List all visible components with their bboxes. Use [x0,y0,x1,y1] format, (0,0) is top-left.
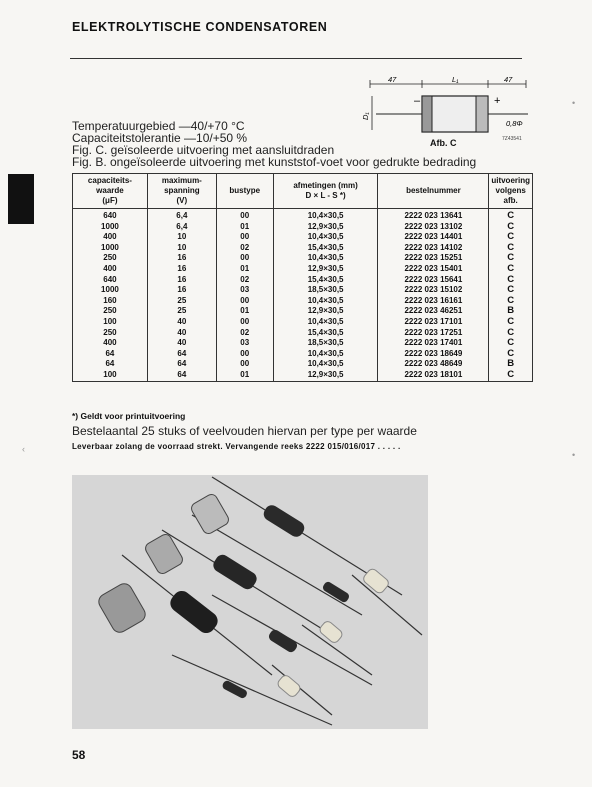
table-header-row [73,174,533,209]
plus-sign: + [494,95,501,107]
col-header-case: bustype [216,174,273,209]
table-row [73,317,533,328]
table-row [73,243,533,254]
spec-tolerance: Capaciteitstolerantie —10/+50 % [72,131,248,145]
cell-case: 01 [216,264,273,275]
cell-dimensions: 10,4×30,5 [273,253,378,264]
table-row [73,275,533,286]
cell-version: C [489,275,533,286]
margin-mark: • [572,98,576,108]
cell-case: 00 [216,209,273,222]
cell-voltage: 64 [147,359,216,370]
col-header-version: uitvoering volgens afb. [489,174,533,209]
cell-version: C [489,296,533,307]
cell-voltage: 16 [147,285,216,296]
table-row [73,338,533,349]
cell-order-number: 2222 023 13102 [378,222,489,233]
cell-order-number: 2222 023 18101 [378,370,489,381]
cell-dimensions: 12,9×30,5 [273,222,378,233]
cell-voltage: 16 [147,275,216,286]
cell-version: C [489,338,533,349]
dim-right-label: 47 [504,75,513,84]
cell-case: 02 [216,275,273,286]
cell-voltage: 40 [147,328,216,339]
cell-case: 02 [216,328,273,339]
cell-dimensions: 12,9×30,5 [273,306,378,317]
cell-order-number: 2222 023 46251 [378,306,489,317]
cell-voltage: 16 [147,253,216,264]
cell-dimensions: 10,4×30,5 [273,317,378,328]
page-title: ELEKTROLYTISCHE CONDENSATOREN [72,20,328,34]
cell-dimensions: 15,4×30,5 [273,275,378,286]
cell-dimensions: 10,4×30,5 [273,296,378,307]
cell-order-number: 2222 023 15401 [378,264,489,275]
capacitor-table [72,173,533,382]
cell-version: C [489,264,533,275]
cell-order-number: 2222 023 14102 [378,243,489,254]
cell-voltage: 6,4 [147,222,216,233]
table-row [73,328,533,339]
table-row [73,222,533,233]
cell-capacity: 100 [73,370,148,381]
cell-dimensions: 10,4×30,5 [273,359,378,370]
cell-dimensions: 18,5×30,5 [273,285,378,296]
cell-case: 02 [216,243,273,254]
cell-capacity: 64 [73,359,148,370]
cell-version: B [489,359,533,370]
cell-case: 03 [216,338,273,349]
cell-version: C [489,253,533,264]
cell-case: 01 [216,306,273,317]
table-row [73,285,533,296]
edge-tab-marker [8,174,34,224]
cell-capacity: 1000 [73,243,148,254]
cell-capacity: 640 [73,209,148,222]
title-rule [70,58,522,59]
cell-order-number: 2222 023 15251 [378,253,489,264]
cell-case: 00 [216,359,273,370]
cell-order-number: 2222 023 17101 [378,317,489,328]
table-row [73,306,533,317]
cell-dimensions: 10,4×30,5 [273,349,378,360]
cell-dimensions: 10,4×30,5 [273,209,378,222]
cell-case: 01 [216,370,273,381]
dim-mid-label: L₁ [452,75,459,84]
cell-capacity: 400 [73,232,148,243]
drawing-code: 7Z43541 [502,136,522,142]
spec-fig-c: Fig. C. geïsoleerde uitvoering met aansluitdraden [72,143,335,157]
cell-version: C [489,285,533,296]
table-row [73,359,533,370]
dim-left-label: 47 [388,75,397,84]
cell-voltage: 6,4 [147,209,216,222]
cell-version: B [489,306,533,317]
cell-dimensions: 12,9×30,5 [273,370,378,381]
cell-voltage: 25 [147,296,216,307]
cell-order-number: 2222 023 18649 [378,349,489,360]
capacitors-photo [72,475,428,729]
spec-fig-b: Fig. B. ongeïsoleerde uitvoering met kunststof-voet voor gedrukte bedrading [72,155,477,169]
supply-text: Leverbaar zolang de voorraad strekt. Vervangende reeks 2222 015/016/017 . . . . . [72,442,401,451]
cell-dimensions: 12,9×30,5 [273,264,378,275]
table-row [73,209,533,222]
cell-dimensions: 18,5×30,5 [273,338,378,349]
cell-case: 00 [216,296,273,307]
figure-label: Afb. C [430,138,457,148]
cell-case: 03 [216,285,273,296]
cell-dimensions: 15,4×30,5 [273,243,378,254]
page-number: 58 [72,748,86,762]
table-row [73,253,533,264]
dim-diameter-label: D₁ [361,112,370,120]
cell-version: C [489,317,533,328]
cell-voltage: 16 [147,264,216,275]
cell-order-number: 2222 023 48649 [378,359,489,370]
cell-voltage: 40 [147,338,216,349]
order-quantity-text: Bestelaantal 25 stuks of veelvouden hiervan per type per waarde [72,424,417,438]
cell-version: C [489,243,533,254]
minus-sign: – [414,95,421,107]
cell-case: 00 [216,317,273,328]
cell-capacity: 250 [73,306,148,317]
footnote: *) Geldt voor printuitvoering [72,411,186,421]
cell-order-number: 2222 023 15641 [378,275,489,286]
table-row [73,349,533,360]
cell-case: 00 [216,349,273,360]
table-row [73,296,533,307]
cell-version: C [489,370,533,381]
cell-capacity: 250 [73,328,148,339]
cell-capacity: 1000 [73,285,148,296]
cell-case: 00 [216,232,273,243]
table-body [73,209,533,382]
cell-dimensions: 15,4×30,5 [273,328,378,339]
cell-capacity: 100 [73,317,148,328]
margin-mark: ‹ [22,444,25,454]
cell-order-number: 2222 023 17251 [378,328,489,339]
cell-voltage: 64 [147,370,216,381]
cell-case: 00 [216,253,273,264]
col-header-capacity: capaciteits- waarde (μF) [73,174,148,209]
col-header-dimensions: afmetingen (mm) D × L - S *) [273,174,378,209]
cell-order-number: 2222 023 14401 [378,232,489,243]
cell-version: C [489,232,533,243]
cell-capacity: 400 [73,264,148,275]
dim-lead-label: 0,8Φ [506,119,523,128]
cell-version: C [489,328,533,339]
cell-voltage: 25 [147,306,216,317]
cell-capacity: 160 [73,296,148,307]
cell-voltage: 10 [147,232,216,243]
cell-case: 01 [216,222,273,233]
cell-voltage: 10 [147,243,216,254]
cell-voltage: 40 [147,317,216,328]
cell-version: C [489,222,533,233]
table-row [73,232,533,243]
cell-version: C [489,209,533,222]
spec-temperature: Temperatuurgebied —40/+70 °C [72,119,245,133]
cell-order-number: 2222 023 15102 [378,285,489,296]
cell-dimensions: 10,4×30,5 [273,232,378,243]
table-row [73,264,533,275]
cell-order-number: 2222 023 16161 [378,296,489,307]
col-header-order-number: bestelnummer [378,174,489,209]
cell-voltage: 64 [147,349,216,360]
cell-capacity: 640 [73,275,148,286]
cell-order-number: 2222 023 17401 [378,338,489,349]
margin-mark: • [572,450,576,460]
cell-order-number: 2222 023 13641 [378,209,489,222]
table-row [73,370,533,381]
cell-version: C [489,349,533,360]
cell-capacity: 1000 [73,222,148,233]
cell-capacity: 400 [73,338,148,349]
col-header-voltage: maximum- spanning (V) [147,174,216,209]
cell-capacity: 64 [73,349,148,360]
cell-capacity: 250 [73,253,148,264]
